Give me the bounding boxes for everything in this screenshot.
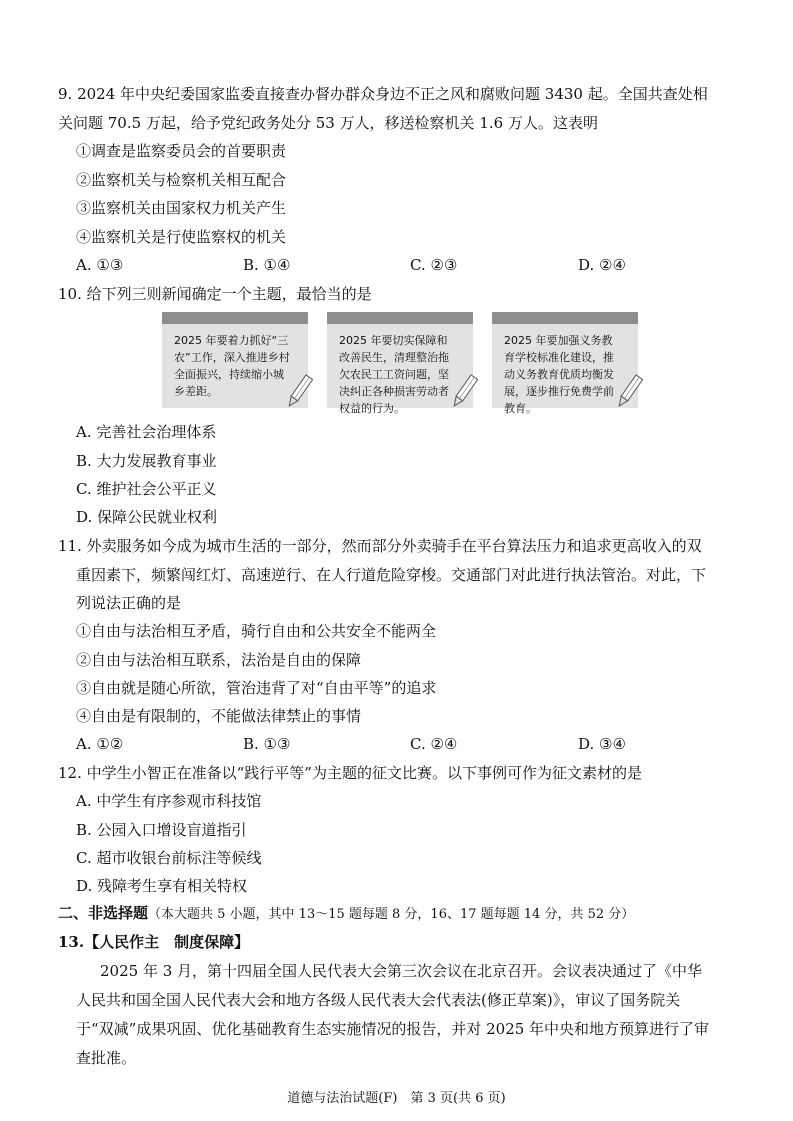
page-footer: 道德与法治试题(F) 第 3 页(共 6 页) (287, 1091, 506, 1106)
q11-choice-c[interactable]: C. ②④ (410, 735, 458, 753)
news-card-header-bar (492, 312, 638, 324)
q11-item-3: ③自由就是随心所欲，管治违背了对“自由平等”的追求 (76, 679, 437, 697)
q11-choice-a[interactable]: A. ①② (76, 735, 124, 753)
q9-choice-c[interactable]: C. ②③ (410, 256, 458, 274)
q9-item-4: ④监察机关是行使监察权的机关 (76, 228, 287, 246)
q11-choice-b[interactable]: B. ①③ (243, 735, 291, 753)
q12-stem: 12. 中学生小智正在准备以“践行平等”为主题的征文比赛。以下事例可作为征文素材的是 (58, 764, 642, 782)
news-card-3 (492, 312, 638, 415)
q9-choice-b[interactable]: B. ①④ (243, 256, 291, 274)
q12-option-b[interactable]: B. 公园入口增设盲道指引 (76, 821, 247, 839)
q10-option-d[interactable]: D. 保障公民就业权利 (76, 508, 218, 526)
part2-heading (58, 903, 634, 925)
q10-stem: 10. 给下列三则新闻确定一个主题，最恰当的是 (58, 285, 372, 303)
q11-stem-line3: 列说法正确的是 (76, 594, 182, 612)
q9-item-2: ②监察机关与检察机关相互配合 (76, 171, 287, 189)
q12-option-c[interactable]: C. 超市收银台前标注等候线 (76, 849, 262, 867)
pencil-icon (449, 372, 479, 412)
q11-item-2: ②自由与法治相互联系，法治是自由的保障 (76, 651, 362, 669)
q12-option-a[interactable]: A. 中学生有序参观市科技馆 (76, 792, 262, 810)
q9-stem-line1: 9. 2024 年中央纪委国家监委直接查办督办群众身边不正之风和腐败问题 3430 起。全国共查处相 (58, 85, 708, 103)
q12-option-d[interactable]: D. 残障考生享有相关特权 (76, 877, 248, 895)
news-card-header-bar (162, 312, 308, 324)
q10-option-c[interactable]: C. 维护社会公平正义 (76, 480, 217, 498)
q9-item-1: ①调查是监察委员会的首要职责 (76, 142, 287, 160)
pencil-icon (614, 372, 644, 412)
q13-para-line2: 人民共和国全国人民代表大会和地方各级人民代表大会代表法(修正草案)》，审议了国务院关 (76, 991, 681, 1009)
q9-choice-d[interactable]: D. ②④ (578, 256, 626, 274)
q9-choice-a[interactable]: A. ①③ (76, 256, 124, 274)
q11-item-1: ①自由与法治相互矛盾，骑行自由和公共安全不能两全 (76, 622, 437, 640)
q9-item-3: ③监察机关由国家权力机关产生 (76, 199, 287, 217)
pencil-icon (284, 372, 314, 412)
news-card-header-bar (327, 312, 473, 324)
news-card-2-text: 2025 年要切实保障和改善民生，清理整治拖欠农民工工资问题，坚决纠正各种损害劳动者权益的行为。 (339, 334, 449, 415)
q9-stem-line2: 关问题 70.5 万起，给予党纪政务处分 53 万人，移送检察机关 1.6 万人。这表明 (58, 114, 598, 132)
q11-stem-line2: 重因素下，频繁闯红灯、高速逆行、在人行道危险穿梭。交通部门对此进行执法管治。对此，下 (76, 566, 707, 584)
news-card-1-text: 2025 年要着力抓好“三农”工作，深入推进乡村全面振兴，持续缩小城乡差距。 (174, 334, 290, 398)
q13-para-line3: 于“双减”成果巩固、优化基础教育生态实施情况的报告，并对 2025 年中央和地方预算进行了审 (76, 1020, 710, 1038)
q11-choice-d[interactable]: D. ③④ (578, 735, 626, 753)
q10-option-b[interactable]: B. 大力发展教育事业 (76, 452, 217, 470)
part2-note: （本大题共 5 小题，其中 13～15 题每题 8 分，16、17 题每题 14 分，共 52 分） (148, 907, 635, 922)
q13-para-line1: 2025 年 3 月，第十四届全国人民代表大会第三次会议在北京召开。会议表决通过了《中华 (100, 962, 703, 980)
q11-item-4: ④自由是有限制的，不能做法律禁止的事情 (76, 707, 362, 725)
part2-title: 二、非选择题 (58, 904, 149, 922)
q11-stem-line1: 11. 外卖服务如今成为城市生活的一部分，然而部分外卖骑手在平台算法压力和追求更高收入的双 (58, 537, 702, 555)
news-card-3-text: 2025 年要加强义务教育学校标准化建设，推动义务教育优质均衡发展，逐步推行免费学前教育。 (504, 334, 614, 415)
q13-heading: 13.【人民作主 制度保障】 (58, 933, 250, 951)
q13-para-line4: 查批准。 (76, 1049, 137, 1067)
news-card-2 (327, 312, 473, 415)
news-card-1 (162, 312, 308, 408)
q10-option-a[interactable]: A. 完善社会治理体系 (76, 423, 217, 441)
